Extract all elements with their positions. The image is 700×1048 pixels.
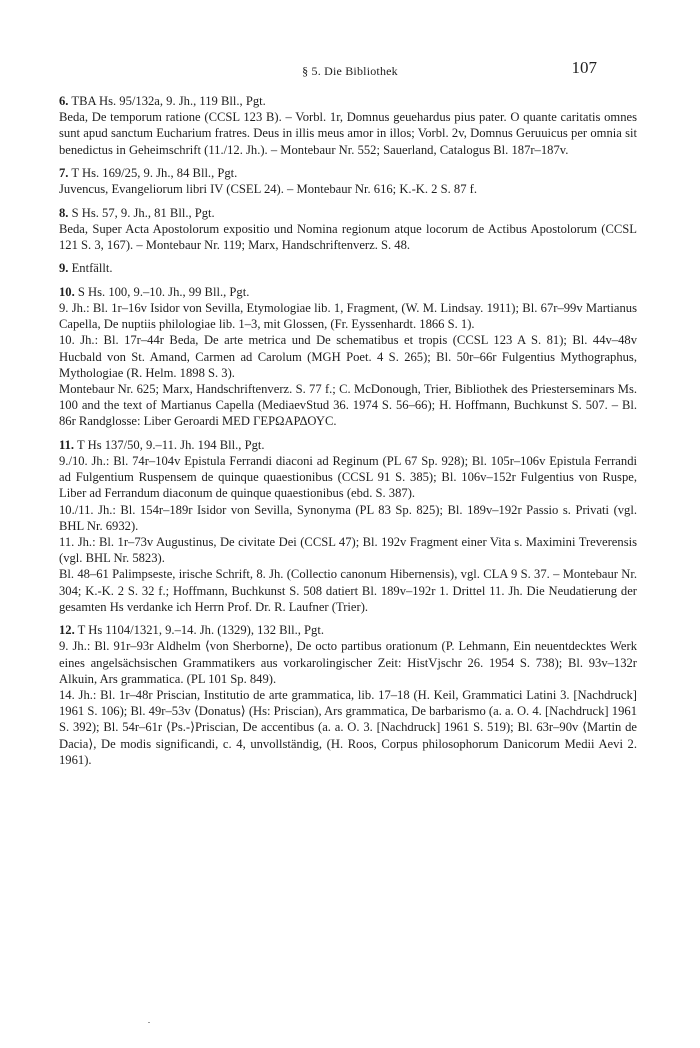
entry-heading-line xyxy=(59,260,637,276)
entry-body: Beda, De temporum ratione (CCSL 123 B). – Vorbl. 1r, Domnus geuehardus pius pater. O quante caritatis omnes sunt apud sanctum Eucharium fratres. Deus in illis meus amor in illos; Vorbl. 2v, Domnus Geruuicus per omnia sit benedictus in Geheimschrift (11./12. Jh.). – Montebaur Nr. 552; Sauerland, Catalogus Bl. 187r–187v. xyxy=(59,110,637,157)
entry-heading-line xyxy=(59,165,637,181)
entry-heading: T Hs 137/50, 9.–11. Jh. 194 Bll., Pgt. xyxy=(74,437,265,452)
entry-heading-line xyxy=(59,284,637,300)
entry-number: 7. xyxy=(59,166,69,180)
entry-body: 9. Jh.: Bl. 1r–16v Isidor von Sevilla, Etymologiae lib. 1, Fragment, (W. M. Lindsay. 1911); Bl. 67r–99v Martianus Capella, De nuptiis philologiae lib. 1–3, mit Glossen, (Fr. Eyssenhardt. 1866 S. 1). 10. Jh.: Bl. 17r–44r Beda, De arte metrica und De schematibus et tropis (CCSL 123 A S. 81); Bl. 44v–48v Hucbald von St. Amand, Carmen ad Carolum (MGH Poet. 4 S. 265); Bl. 50r–66r Fulgentius Mythographus, Mythologiae (R. Helm. 1898 S. 3). Montebaur Nr. 625; Marx, Handschriftenverz. S. 77 f.; C. McDonough, Trier, Bibliothek des Priesterseminars Ms. 100 and the text of Martianus Capella (MediaevStud 36. 1974 S. 56–66); H. Hoffmann, Buchkunst S. 507. – Bl. 86r Randglosse: Liber Geroardi MED ΓΕΡΩΑΡΔΟΥC. xyxy=(59,300,637,429)
entry-heading: Entfällt. xyxy=(68,261,113,276)
page-number: 107 xyxy=(571,58,597,77)
entry-heading: S Hs. 57, 9. Jh., 81 Bll., Pgt. xyxy=(68,205,215,220)
entry-heading: T Hs. 169/25, 9. Jh., 84 Bll., Pgt. xyxy=(68,166,238,180)
entry-body: Juvencus, Evangeliorum libri IV (CSEL 24). – Montebaur Nr. 616; K.-K. 2 S. 87 f. xyxy=(59,182,477,197)
entry-number: 12. xyxy=(59,623,75,638)
catalog-entry-12 xyxy=(59,622,637,768)
entry-heading-line xyxy=(59,437,637,453)
catalog-entries xyxy=(59,93,637,775)
entry-number: 10. xyxy=(59,284,75,299)
entry-number: 9. xyxy=(59,261,69,276)
entry-number: 11. xyxy=(59,437,75,452)
entry-number: 6. xyxy=(59,94,69,108)
entry-heading-line xyxy=(59,622,637,638)
catalog-entry-7 xyxy=(59,165,637,197)
entry-heading-line xyxy=(59,205,637,221)
entry-body: Beda, Super Acta Apostolorum expositio und Nomina regionum atque locorum de Actibus Apostolorum (CCSL 121 S. 3, 167). – Montebaur Nr. 119; Marx, Handschriftenverz. S. 48. xyxy=(59,221,637,252)
catalog-entry-6 xyxy=(59,93,637,158)
catalog-entry-11 xyxy=(59,437,637,615)
catalog-entry-8 xyxy=(59,205,637,254)
catalog-entry-9 xyxy=(59,260,637,276)
running-head: § 5. Die Bibliothek xyxy=(302,64,398,78)
entry-heading: T Hs 1104/1321, 9.–14. Jh. (1329), 132 Bll., Pgt. xyxy=(74,623,324,638)
catalog-entry-10 xyxy=(59,284,637,430)
entry-heading: S Hs. 100, 9.–10. Jh., 99 Bll., Pgt. xyxy=(74,284,250,299)
entry-body: 9. Jh.: Bl. 91r–93r Aldhelm ⟨von Sherborne⟩, De octo partibus orationum (P. Lehmann, Ein neuentdecktes Werk eines angelsächsischen Grammatikers aus vorkarolingischer Zeit: HistVjschr 26. 1954 S. 738); Bl. 93v–132r Alkuin, Ars grammatica. (PL 101 Sp. 849). 14. Jh.: Bl. 1r–48r Priscian, Institutio de arte grammatica, lib. 17–18 (H. Keil, Grammatici Latini 3. [Nachdruck] 1961 S. 106); Bl. 49r–53v ⟨Donatus⟩ (Hs: Priscian), Ars grammatica, De barbarismo (a. a. O. 4. [Nachdruck] 1961 S. 392); Bl. 54r–61r ⟨Ps.-⟩Priscian, De accentibus (a. a. O. 3. [Nachdruck] 1961 S. 519); Bl. 63r–90v ⟨Martin de Dacia⟩, De modis significandi, c. 4, unvollständig, (H. Roos, Corpus philosophorum Danicorum Medii Aevi 2. 1961). xyxy=(59,639,637,767)
entry-heading-line xyxy=(59,93,637,109)
entry-number: 8. xyxy=(59,205,69,220)
entry-heading: TBA Hs. 95/132a, 9. Jh., 119 Bll., Pgt. xyxy=(68,94,266,108)
entry-body: 9./10. Jh.: Bl. 74r–104v Epistula Ferrandi diaconi ad Reginum (PL 67 Sp. 928); Bl. 105r–106v Epistula Ferrandi ad Fulgentium Ruspensem de quinque quaestionibus (CCSL 91 S. 385); Bl. 106v–152r Fulgentius von Ruspe, Liber ad Ferrandum diaconum de quinque quaestionibus (ebd. S. 387). 10./11. Jh.: Bl. 154r–189r Isidor von Sevilla, Synonyma (PL 83 Sp. 825); Bl. 189v–192r Passio s. Privati (vgl. BHL Nr. 6932). 11. Jh.: Bl. 1r–73v Augustinus, De civitate Dei (CCSL 47); Bl. 192v Fragment einer Vita s. Maximini Treverensis (vgl. BHL Nr. 5823). Bl. 48–61 Palimpseste, irische Schrift, 8. Jh. (Collectio canonum Hibernensis), vgl. CLA 9 S. 37. – Montebaur Nr. 304; K.-K. 2 S. 32 f.; Hoffmann, Buchkunst S. 508 datiert Bl. 189v–192r 1. Drittel 11. Jh. Die Neudatierung der gesamten Hs verdanke ich Herrn Prof. Dr. R. Laufner (Trier). xyxy=(59,454,637,614)
page-speck xyxy=(148,1022,150,1023)
